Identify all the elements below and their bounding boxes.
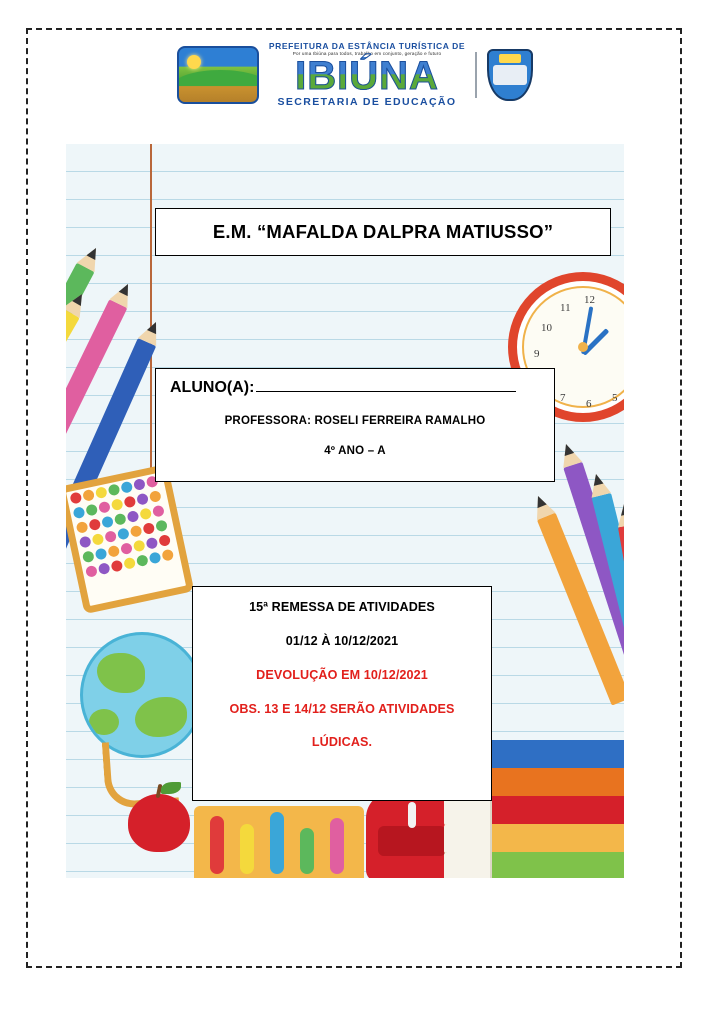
header-logos bbox=[60, 41, 650, 109]
notice-line: 15ª REMESSA DE ATIVIDADES bbox=[249, 600, 435, 614]
grade-class: 4º ANO – A bbox=[324, 445, 386, 457]
teacher-name: PROFESSORA: ROSELI FERREIRA RAMALHO bbox=[224, 415, 486, 427]
logo-department: SECRETARIA DE EDUCAÇÃO bbox=[277, 96, 457, 109]
pencil-lead bbox=[619, 503, 624, 516]
abacus-stick bbox=[270, 812, 284, 874]
logo-tagline: Por uma Ibiúna para todos, trabalho em conjunto, geração e futuro bbox=[292, 50, 442, 56]
school-name-box bbox=[155, 208, 611, 256]
clock-number: 10 bbox=[541, 322, 552, 334]
notice-line: OBS. 13 E 14/12 SERÃO ATIVIDADES bbox=[229, 701, 455, 716]
notice-line: LÚDICAS. bbox=[311, 735, 373, 750]
student-name-row bbox=[170, 379, 540, 397]
shield-shape bbox=[487, 49, 533, 101]
pencil-lead bbox=[561, 442, 574, 456]
clock-number: 12 bbox=[584, 294, 595, 306]
pencil-lead bbox=[533, 494, 546, 508]
school-name: E.M. “MAFALDA DALPRA MATIUSSO” bbox=[212, 221, 554, 242]
ibiuna-logo-icon bbox=[177, 46, 259, 104]
logo-wordmark: IBIÚNA bbox=[295, 54, 439, 99]
globe-landmass bbox=[97, 653, 145, 693]
abacus-stick bbox=[300, 828, 314, 874]
student-label: ALUNO(A): bbox=[170, 379, 255, 396]
abacus-stick bbox=[240, 824, 254, 874]
student-name-input[interactable] bbox=[256, 379, 516, 392]
abacus-stick bbox=[210, 816, 224, 874]
book-item bbox=[444, 852, 624, 878]
book-pages bbox=[444, 852, 492, 878]
globe-landmass bbox=[135, 697, 187, 737]
abacus-bottom-icon bbox=[194, 806, 364, 878]
clock-number: 7 bbox=[560, 392, 566, 404]
pencil-lead bbox=[591, 473, 603, 486]
backpack-flap bbox=[378, 826, 446, 856]
clock-center-pin bbox=[578, 342, 588, 352]
notice-line: DEVOLUÇÃO EM 10/12/2021 bbox=[256, 667, 428, 682]
coat-of-arms-icon bbox=[487, 49, 533, 101]
clock-number: 5 bbox=[612, 392, 618, 404]
ibiuna-logo-text bbox=[269, 42, 465, 108]
header-divider bbox=[475, 52, 477, 98]
clock-number: 11 bbox=[560, 302, 571, 314]
clock-number: 9 bbox=[534, 348, 540, 360]
notice-box bbox=[192, 586, 492, 801]
apple-icon bbox=[128, 794, 190, 852]
book-item bbox=[444, 824, 624, 854]
notice-line: 01/12 À 10/12/2021 bbox=[285, 633, 399, 648]
abacus-stick bbox=[330, 818, 344, 874]
student-info-box bbox=[155, 368, 555, 482]
globe-landmass bbox=[89, 709, 119, 735]
clock-number: 6 bbox=[586, 398, 592, 410]
logo-top-line: PREFEITURA DA ESTÂNCIA TURÍSTICA DE bbox=[268, 41, 466, 52]
book-pages bbox=[444, 824, 492, 854]
backpack-zipper bbox=[408, 802, 416, 828]
